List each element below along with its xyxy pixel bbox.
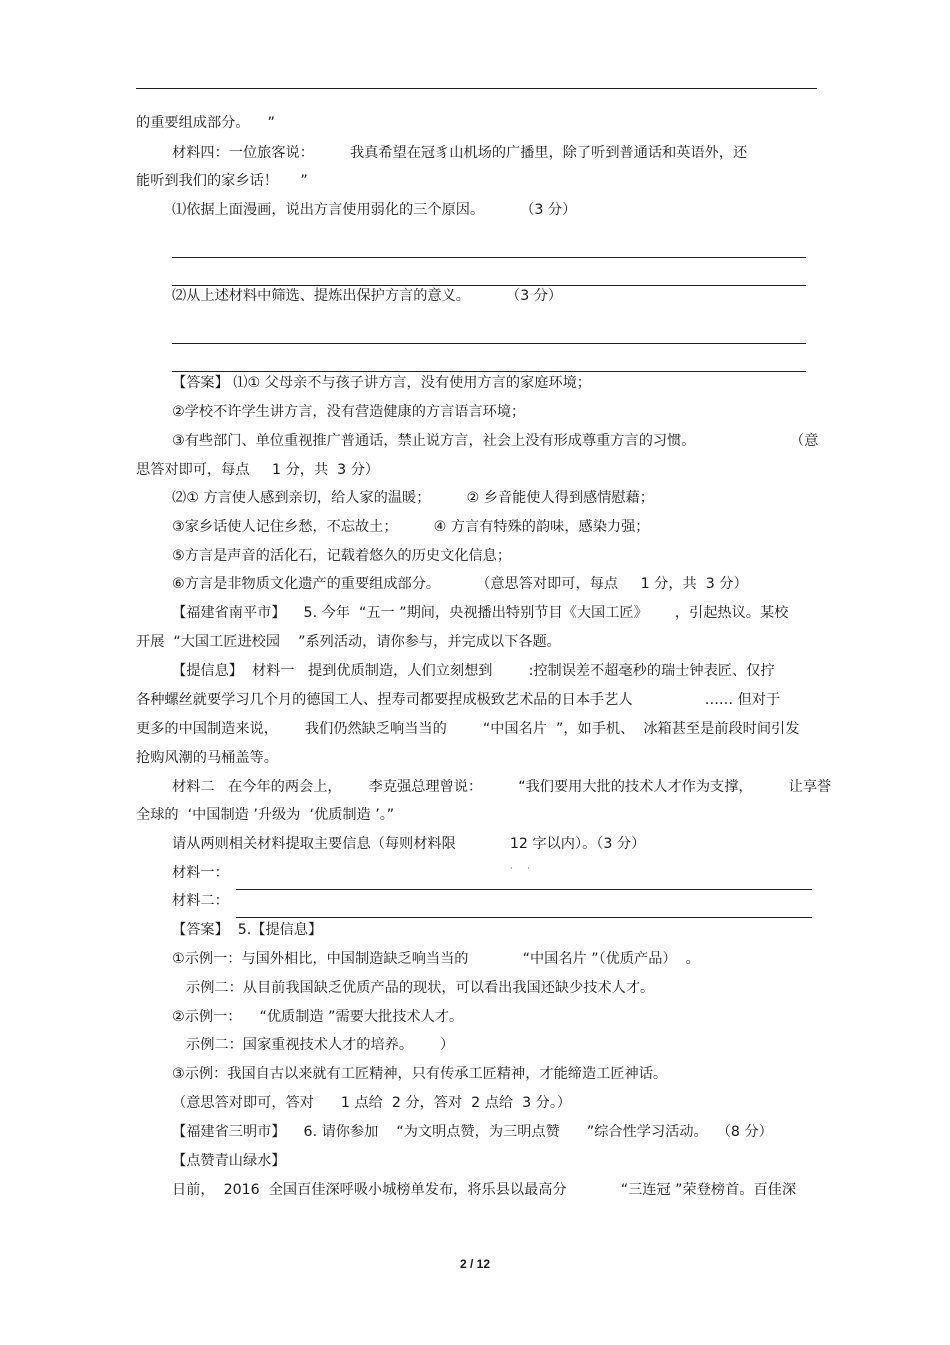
text-line: ⑵从上述材料中筛选、提炼出保护方言的意义。 （3 分） xyxy=(172,288,563,304)
text-line: 【答案】 5.【提信息】 xyxy=(172,922,323,938)
text-line: （意思答对即可，答对 1 点给 2 分，答对 2 点给 3 分。） xyxy=(172,1095,572,1111)
answer-blank-line xyxy=(172,257,806,258)
text-line: ⑵① 方言使人感到亲切，给人家的温暖； ② 乡音能使人得到感情慰藉； xyxy=(172,490,654,506)
text-line: ⑥方言是非物质文化遗产的重要组成部分。 （意思答对即可，每点 1 分，共 3 分） xyxy=(172,576,748,592)
text-line: 能听到我们的家乡话！ ” xyxy=(136,173,308,189)
text-line: 【点赞青山绿水】 xyxy=(172,1153,286,1169)
text-line: 的重要组成部分。 ” xyxy=(136,115,275,131)
text-line: 更多的中国制造来说， 我们仍然缺乏响当当的 “中国名片 ”，如手机、 冰箱甚至是前段时间引发 xyxy=(136,721,800,737)
text-line: 日前， 2016 全国百佳深呼吸小城榜单发布，将乐县以最高分 “三连冠 ”荣登榜首。百佳深 xyxy=(172,1182,797,1198)
text-line: ⑤方言是声音的活化石，记载着悠久的历史文化信息； xyxy=(172,548,512,564)
answer-blank-line xyxy=(172,371,806,372)
text-line: （意 xyxy=(790,433,819,449)
text-line: 抢购风潮的马桶盖等。 xyxy=(136,750,278,766)
text-line: 【答案】 ⑴① 父母亲不与孩子讲方言，没有使用方言的家庭环境； xyxy=(172,375,591,391)
text-line: 【福建省三明市】 6. 请你参加 “为文明点赞，为三明点赞 ”综合性学习活动。 （8 分） xyxy=(172,1124,773,1140)
header-rule xyxy=(136,88,817,89)
text-line: ③家乡话使人记住乡愁，不忘故土； ④ 方言有特殊的韵味，感染力强； xyxy=(172,519,650,535)
answer-blank-line xyxy=(236,889,812,890)
text-line: 思答对即可，每点 1 分，共 3 分） xyxy=(136,462,380,478)
text-line: 【提信息】 材料一 提到优质制造，人们立刻想到 :控制误差不超毫秒的瑞士钟表匠、仅拧 xyxy=(172,663,775,679)
text-line: ⑴依据上面漫画，说出方言使用弱化的三个原因。 （3 分） xyxy=(172,202,577,218)
answer-blank-line xyxy=(172,343,806,344)
text-line: ③示例：我国自古以来就有工匠精神，只有传承工匠精神，才能缔造工匠神话。 xyxy=(172,1066,668,1082)
text-line: 全球的 ‘中国制造 ’升级为 ‘优质制造 ’。” xyxy=(136,807,395,823)
text-line: 开展 “大国工匠进校园 ”系列活动，请你参与，并完成以下各题。 xyxy=(136,634,561,650)
text-line: 材料二： xyxy=(172,893,229,909)
answer-blank-line xyxy=(236,917,812,918)
text-line: ②学校不许学生讲方言，没有营造健康的方言语言环境； xyxy=(172,404,526,420)
text-line: ①示例一：与国外相比，中国制造缺乏响当当的 “中国名片 ”（优质产品） 。 xyxy=(172,951,700,967)
text-line: 材料二 在今年的两会上， 李克强总理曾说： “我们要用大批的技术人才作为支撑， 让享誉 xyxy=(172,779,832,795)
text-line: 【福建省南平市】 5. 今年 “五一 ”期间，央视播出特别节目《大国工匠》 ，引起热议。某校 xyxy=(172,605,789,621)
text-line: 示例二：从目前我国缺乏优质产品的现状，可以看出我国还缺少技术人才。 xyxy=(186,980,655,996)
emphasis-dots: · · xyxy=(510,864,536,873)
page-number: 2 / 12 xyxy=(459,1257,491,1271)
text-line: 各种螺丝就要学习几个月的德国工人、捏寿司都要捏成极致艺术品的日本手艺人 …… 但对于 xyxy=(136,692,781,708)
text-line: 请从两则相关材料提取主要信息（每则材料限 12 字以内）。（3 分） xyxy=(172,836,646,852)
answer-blank-line xyxy=(172,285,806,286)
text-line: 材料一： xyxy=(172,865,229,881)
text-line: 示例二：国家重视技术人才的培养。 ） xyxy=(186,1037,455,1053)
text-line: 材料四：一位旅客说： 我真希望在冠豸山机场的广播里，除了听到普通话和英语外，还 xyxy=(172,145,748,161)
text-line: ③有些部门、单位重视推广普通话，禁止说方言，社会上没有形成尊重方言的习惯。 xyxy=(172,433,696,449)
text-line: ②示例一： “优质制造 ”需要大批技术人才。 xyxy=(172,1009,464,1025)
